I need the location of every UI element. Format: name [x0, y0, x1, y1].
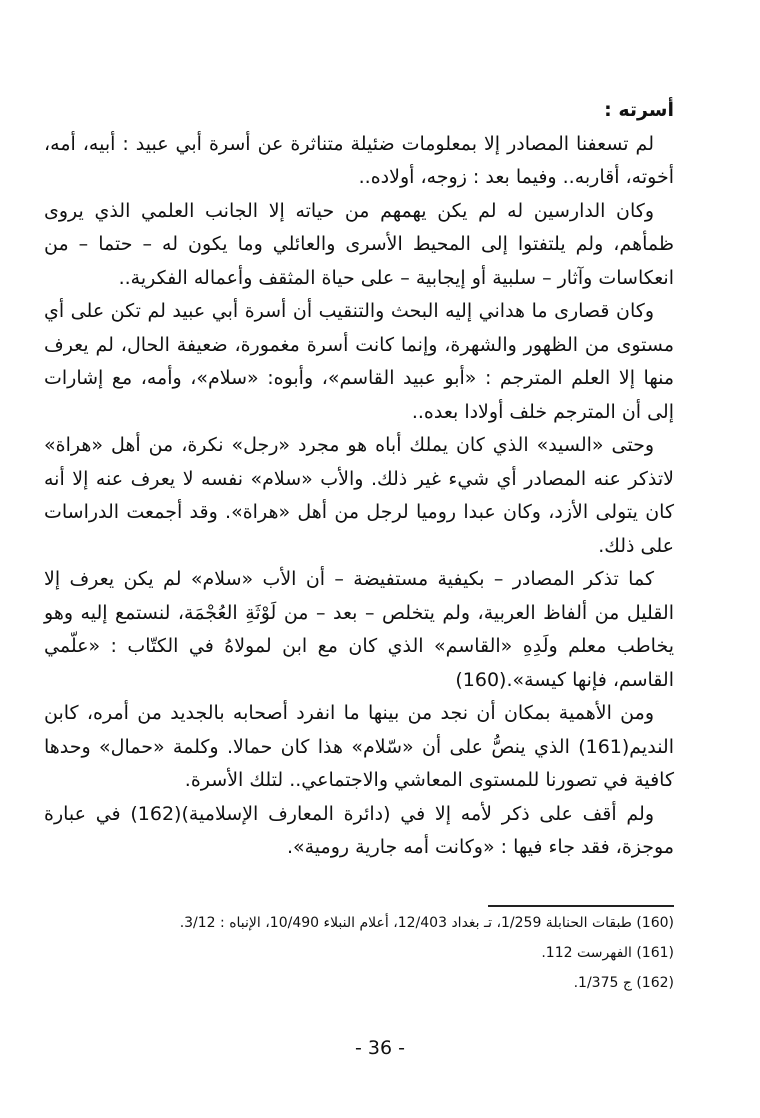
paragraph-2: وكان الدارسين له لم يكن يهمهم من حياته إلا الجانب العلمي الذي يروى ظمأهم، ولم يلتفتوا إلى المحيط الأسرى والعائلي وما يكون له – حتما – من انعكاسات وآثار – سلبية أو إيجابية – على حياة المثقف وأعماله الفكرية.. [44, 199, 674, 289]
paragraph-7: ولم أقف على ذكر لأمه إلا في (دائرة المعارف الإسلامية)(162) في عبارة موجزة، فقد جاء فيها : «وكانت أمه جارية رومية». [44, 802, 674, 858]
paragraph-5: كما تذكر المصادر – بكيفية مستفيضة – أن الأب «سلام» لم يكن يعرف إلا القليل من ألفاظ العربية، ولم يتخلص – بعد – من لَوْثَةِ العُجْمَة، لنستمع إليه وهو يخاطب معلم ولَدِهِ «القاسم» الذي كان مع ابن لمولاهُ في الكتّاب : «علّمي القاسم، فإنها كيسة».(160) [44, 568, 674, 691]
page-number: - 36 - [355, 1037, 405, 1059]
main-text-block [44, 94, 674, 865]
footnote-162: (162) ج 1/375. [573, 975, 674, 991]
paragraph-3: وكان قصارى ما هداني إليه البحث والتنقيب أن أسرة أبي عبيد لم تكن على أي مستوى من الظهور والشهرة، وإنما كانت أسرة مغمورة، ضعيفة الحال، لم يعرف منها إلا العلم المترجم : «أبو عبيد القاسم»، وأبوه: «سلام»، وأمه، مع إشارات إلى أن المترجم خلف أولادا بعده.. [44, 300, 674, 423]
section-heading: أسرته : [604, 99, 674, 121]
footnote-160: (160) طبقات الحنابلة 1/259، تـ بغداد 12/403، أعلام النبلاء 10/490، الإنباه : 3/12. [179, 915, 674, 931]
footnote-divider [488, 905, 674, 907]
paragraph-1: لم تسعفنا المصادر إلا بمعلومات ضئيلة متناثرة عن أسرة أبي عبيد : أبيه، أمه، أخوته، أقاربه.. وفيما بعد : زوجه، أولاده.. [44, 132, 674, 188]
footnote-161: (161) الفهرست 112. [541, 945, 674, 961]
paragraph-6: ومن الأهمية بمكان أن نجد من بينها ما انفرد أصحابه بالجديد من أمره، كابن النديم(161) الذي ينصُّ على أن «سّلام» هذا كان حمالا. وكلمة «حمال» وحدها كافية في تصورنا للمستوى المعاشي والاجتماعي.. لتلك الأسرة. [44, 702, 674, 791]
paragraph-4: وحتى «السيد» الذي كان يملك أباه هو مجرد «رجل» نكرة، من أهل «هراة» لاتذكر عنه المصادر أي شيء غير ذلك. والأب «سلام» نفسه لا يعرف عنه إلا أنه كان يتولى الأزد، وكان عبدا روميا لرجل من أهل «هراة». وقد أجمعت الدراسات على ذلك. [44, 434, 674, 557]
footnotes-block [44, 908, 674, 998]
